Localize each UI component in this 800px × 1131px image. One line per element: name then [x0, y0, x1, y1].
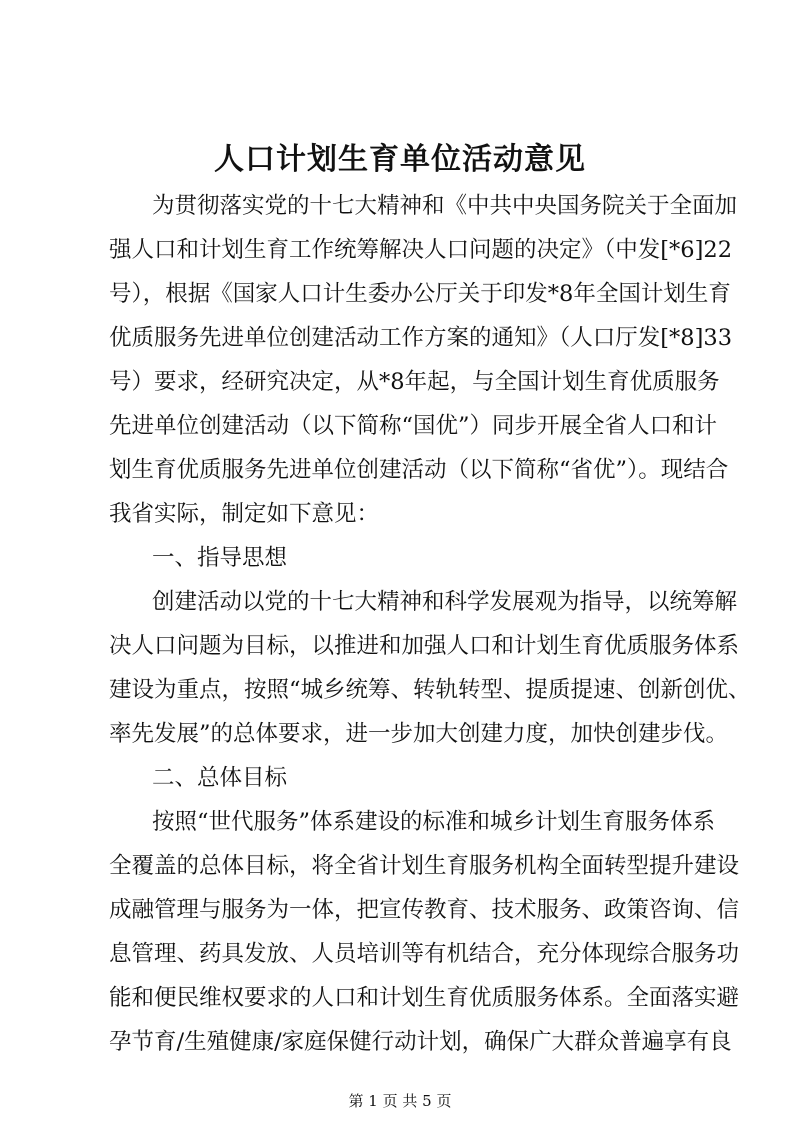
paragraph-line: 先进单位创建活动（以下简称“国优”）同步开展全省人口和计	[109, 413, 718, 439]
paragraph-line: 号），根据《国家人口计生委办公厅关于印发*8年全国计划生育	[109, 281, 731, 307]
page-number: 第 1 页 共 5 页	[348, 1092, 452, 1110]
paragraph-line: 号）要求，经研究决定，从*8年起，与全国计划生育优质服务	[109, 369, 720, 395]
section-heading: 二、总体目标	[152, 765, 288, 791]
paragraph-line: 息管理、药具发放、人员培训等有机结合，充分体现综合服务功	[109, 941, 740, 967]
paragraph-line: 我省实际，制定如下意见：	[109, 501, 380, 527]
paragraph-line: 划生育优质服务先进单位创建活动（以下简称“省优”）。现结合	[109, 457, 729, 483]
paragraph-line: 强人口和计划生育工作统筹解决人口问题的决定》（中发[*6]22	[109, 237, 733, 263]
paragraph-line: 率先发展”的总体要求，进一步加大创建力度，加快创建步伐。	[109, 721, 729, 747]
paragraph-line: 决人口问题为目标，以推进和加强人口和计划生育优质服务体系	[109, 633, 740, 659]
paragraph-line: 建设为重点，按照“城乡统筹、转轨转型、提质提速、创新创优、	[109, 677, 751, 703]
paragraph-line: 成融管理与服务为一体，把宣传教育、技术服务、政策咨询、信	[109, 897, 740, 923]
paragraph-line: 按照“世代服务”体系建设的标准和城乡计划生育服务体系	[152, 809, 716, 835]
paragraph-line: 优质服务先进单位创建活动工作方案的通知》（人口厅发[*8]33	[109, 325, 733, 351]
paragraph-line: 能和便民维权要求的人口和计划生育优质服务体系。全面落实避	[109, 985, 740, 1011]
paragraph-line: 创建活动以党的十七大精神和科学发展观为指导，以统筹解	[152, 589, 738, 615]
paragraph-line: 为贯彻落实党的十七大精神和《中共中央国务院关于全面加	[152, 193, 738, 219]
section-heading: 一、指导思想	[152, 545, 288, 571]
paragraph-line: 全覆盖的总体目标，将全省计划生育服务机构全面转型提升建设	[109, 853, 740, 879]
document-title: 人口计划生育单位活动意见	[214, 142, 586, 177]
paragraph-line: 孕节育/生殖健康/家庭保健行动计划，确保广大群众普遍享有良	[109, 1029, 732, 1055]
